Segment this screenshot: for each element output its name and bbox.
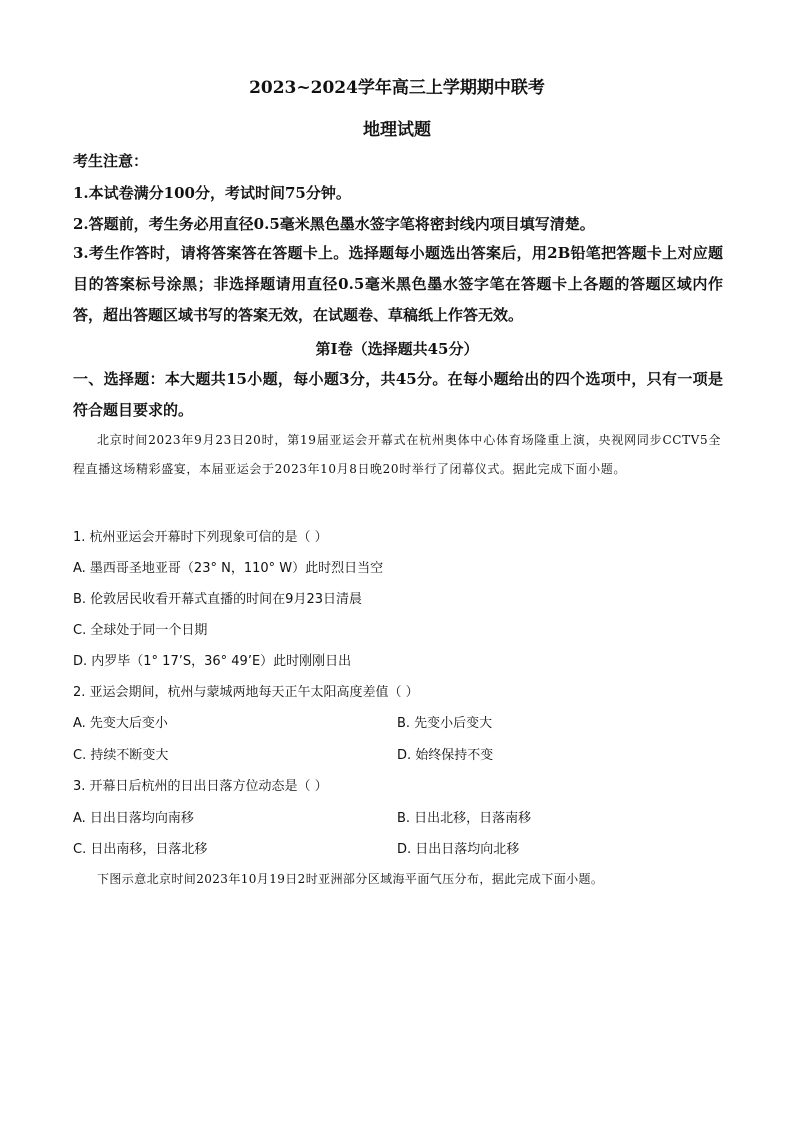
exam-title: 2023~2024学年高三上学期期中联考 <box>249 78 545 98</box>
notice-heading: 考生注意： <box>73 152 149 170</box>
part1-heading: 第Ⅰ卷（选择题共45分） <box>315 340 479 358</box>
subject-title: 地理试题 <box>363 120 431 140</box>
question-2-option-b: B. 先变小后变大 <box>397 716 493 731</box>
reading-material-2: 下图示意北京时间2023年10月19日2时亚洲部分区域海平面气压分布，据此完成下面小题。 <box>97 872 604 886</box>
question-1-option-c: C. 全球处于同一个日期 <box>73 623 208 638</box>
question-1-option-b: B. 伦敦居民收看开幕式直播的时间在9月23日清晨 <box>73 592 362 607</box>
question-2-option-d: D. 始终保持不变 <box>397 748 494 763</box>
question-3-option-a: A. 日出日落均向南移 <box>73 811 194 826</box>
question-3-option-d: D. 日出日落均向北移 <box>397 842 520 857</box>
question-2-option-c: C. 持续不断变大 <box>73 748 169 763</box>
question-1-option-a: A. 墨西哥圣地亚哥（23° N，110° W）此时烈日当空 <box>73 561 384 576</box>
question-3-stem: 3. 开幕日后杭州的日出日落方位动态是（ ） <box>73 779 328 794</box>
part1-instruction: 一、选择题：本大题共15小题，每小题3分，共45分。在每小题给出的四个选项中，只有一项是符合题目要求的。 <box>73 370 723 419</box>
reading-material-1: 北京时间2023年9月23日20时，第19届亚运会开幕式在杭州奥体中心体育场隆重上演，央视网同步CCTV5全程直播这场精彩盛宴，本届亚运会于2023年10月8日晚20时举行了闭幕仪式。据此完成下面小题。 <box>73 433 721 476</box>
question-2-stem: 2. 亚运会期间，杭州与蒙城两地每天正午太阳高度差值（ ） <box>73 685 419 700</box>
question-3-option-b: B. 日出北移，日落南移 <box>397 811 532 826</box>
question-1-stem: 1. 杭州亚运会开幕时下列现象可信的是（ ） <box>73 530 328 545</box>
notice-item-2: 2.答题前，考生务必用直径0.5毫米黑色墨水签字笔将密封线内项目填写清楚。 <box>73 215 595 233</box>
question-1-option-d: D. 内罗毕（1° 17’S，36° 49’E）此时刚刚日出 <box>73 654 352 669</box>
notice-item-3: 3.考生作答时，请将答案答在答题卡上。选择题每小题选出答案后，用2B铅笔把答题卡上对应题目的答案标号涂黑；非选择题请用直径0.5毫米黑色墨水签字笔在答题卡上各题的答题区域内作答，超出答题区域书写的答案无效，在试题卷、草稿纸上作答无效。 <box>73 244 723 324</box>
notice-item-1: 1.本试卷满分100分，考试时间75分钟。 <box>73 184 351 202</box>
question-2-option-a: A. 先变大后变小 <box>73 716 168 731</box>
question-3-option-c: C. 日出南移，日落北移 <box>73 842 208 857</box>
